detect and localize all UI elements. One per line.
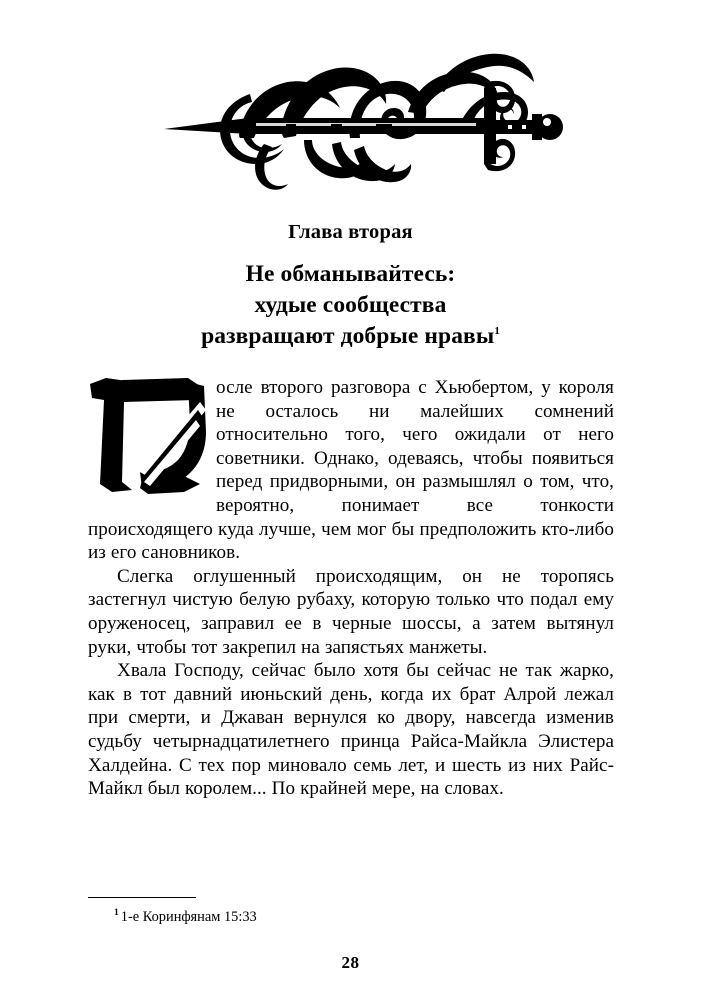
footnote xyxy=(88,908,608,926)
chapter-title-line-1: Не обманывайтесь: xyxy=(245,261,456,287)
chapter-title-line-2: худые сообщества xyxy=(254,292,447,319)
paragraph-2: Слегка оглушенный происходящим, он не торопясь застегнул чистую белую рубаху, которую только что подал ему оруженосец, заправил ее в черные шоссы, а затем вытянул руки, чтобы тот закрепил на запястьях манжеты. xyxy=(88,565,614,658)
chapter-title-line-3-text: развращают добрые нравы xyxy=(201,323,495,350)
footnote-separator-rule xyxy=(88,897,196,898)
paragraph-3: Хвала Господу, сейчас было хотя бы сейчас не так жарко, как в тот давний июньский день, когда их брат Алрой лежал при смерти, и Джаван вернулся ко двору, навсегда изменив судьбу четырнадцатилетнего принца Райса-Майкла Элистера Халдейна. С тех пор миновало семь лет, и шесть из них Райс-Майкл был королем... По крайней мере, на словах. xyxy=(88,660,614,800)
footnote-text: 1-е Коринфянам 15:33 xyxy=(120,909,257,925)
chapter-label: Глава вторая xyxy=(288,221,413,243)
chapter-title-line-3 xyxy=(0,321,701,352)
chapter-title xyxy=(0,259,701,352)
drop-cap-letter-p xyxy=(88,376,210,494)
sword-and-flames-ornament xyxy=(0,52,701,197)
footnote-reference-marker: 1 xyxy=(494,325,500,338)
paragraph-1 xyxy=(88,376,614,565)
paragraph-1-text: осле второго разговора с Хьюбертом, у короля не осталось ни малейших сомнений относительно того, чего ожидали от него советники. Однако, одеваясь, чтобы появиться перед придворными, он размышлял о том, что, вероятно, понимает все тонкости происходящего куда лучше, чем мог бы предположить кто-либо из его сановников. xyxy=(88,377,614,564)
page-number: 28 xyxy=(341,953,360,972)
footnote-marker: 1 xyxy=(114,908,119,919)
body-text-column xyxy=(88,376,614,801)
